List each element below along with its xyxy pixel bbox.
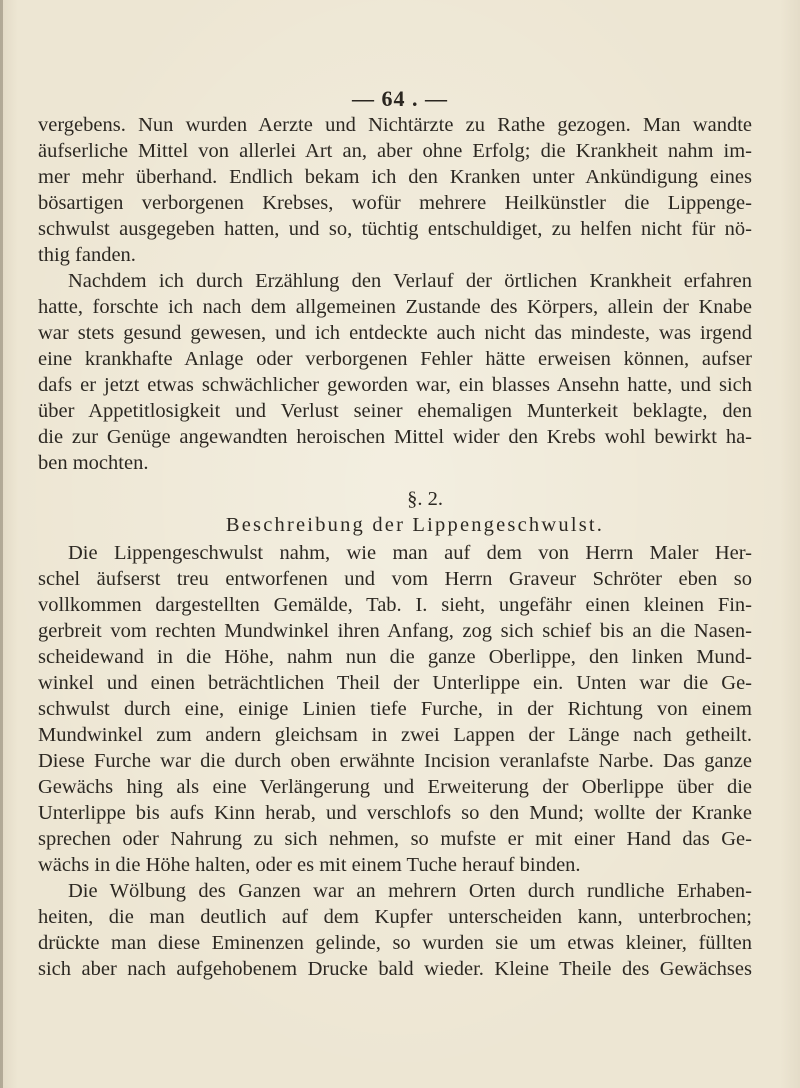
text-line: heiten, die man deutlich auf dem Kupfer unterscheiden kann, unterbrochen; (38, 906, 752, 928)
section-title: Beschreibung der Lippengeschwulst. (225, 514, 605, 536)
text-line: Gewächs hing als eine Verlängerung und Erweiterung der Oberlippe über die (38, 776, 752, 798)
text-line: dafs er jetzt etwas schwächlicher geworden war, ein blasses Ansehn hatte, und sich (38, 374, 752, 396)
text-line: sprechen oder Nahrung zu sich nehmen, so mufste er mit einer Hand das Ge- (38, 828, 752, 850)
text-line: vollkommen dargestellten Gemälde, Tab. I. sieht, ungefähr einen kleinen Fin- (38, 594, 752, 616)
spacer (38, 476, 752, 486)
text-line: war stets gesund gewesen, und ich entdeckte auch nicht das mindeste, was irgend (38, 322, 752, 344)
text-line: eine krankhafte Anlage oder verborgenen Fehler hätte erweisen können, aufser (38, 348, 752, 370)
text-line: winkel und einen beträchtlichen Theil der Unterlippe ein. Unten war die Ge- (38, 672, 752, 694)
text-line: Die Lippengeschwulst nahm, wie man auf dem von Herrn Maler Her- (68, 542, 752, 564)
text-line: sich aber nach aufgehobenem Drucke bald wieder. Kleine Theile des Gewächses (38, 958, 752, 980)
section-number: §. 2. (407, 488, 443, 510)
text-line: bösartigen verborgenen Krebses, wofür mehrere Heilkünstler die Lippenge- (38, 192, 752, 214)
text-line: Die Wölbung des Ganzen war an mehrern Orten durch rundliche Erhaben- (68, 880, 752, 902)
text-line: äufserliche Mittel von allerlei Art an, aber ohne Erfolg; die Krankheit nahm im- (38, 140, 752, 162)
text-line: Diese Furche war die durch oben erwähnte Incision veranlafste Narbe. Das ganze (38, 750, 752, 772)
text-line: thig fanden. (38, 244, 136, 266)
body-text (38, 112, 752, 982)
text-line: Unterlippe bis aufs Kinn herab, und verschlofs so den Mund; wollte der Kranke (38, 802, 752, 824)
page-number-header: — 64 . — (352, 86, 448, 111)
text-line: Mundwinkel zum andern gleichsam in zwei Lappen der Länge nach getheilt. (38, 724, 752, 746)
text-line: mer mehr überhand. Endlich bekam ich den Kranken unter Ankündigung eines (38, 166, 752, 188)
text-line: Nachdem ich durch Erzählung den Verlauf der örtlichen Krankheit erfahren (68, 270, 752, 292)
text-line: gerbreit vom rechten Mundwinkel ihren Anfang, zog sich schief bis an die Nasen- (38, 620, 752, 642)
text-line: über Appetitlosigkeit und Verlust seiner ehemaligen Munterkeit beklagte, den (38, 400, 752, 422)
page-binding-edge (0, 0, 3, 1088)
text-line: die zur Genüge angewandten heroischen Mittel wider den Krebs wohl bewirkt ha- (38, 426, 752, 448)
text-line: wächs in die Höhe halten, oder es mit einem Tuche herauf binden. (38, 854, 581, 876)
text-line: drückte man diese Eminenzen gelinde, so wurden sie um etwas kleiner, füllten (38, 932, 752, 954)
text-line: schel äufserst treu entworfenen und vom Herrn Graveur Schröter eben so (38, 568, 752, 590)
text-line: scheidewand in die Höhe, nahm nun die ganze Oberlippe, den linken Mund- (38, 646, 752, 668)
text-line: vergebens. Nun wurden Aerzte und Nichtärzte zu Rathe gezogen. Man wandte (38, 114, 752, 136)
text-line: schwulst durch eine, einige Linien tiefe Furche, in der Richtung von einem (38, 698, 752, 720)
text-line: ben mochten. (38, 452, 149, 474)
text-line: schwulst ausgegeben hatten, und so, tüchtig entschuldiget, zu helfen nicht für nö- (38, 218, 752, 240)
text-line: hatte, forschte ich nach dem allgemeinen Zustande des Körpers, allein der Knabe (38, 296, 752, 318)
